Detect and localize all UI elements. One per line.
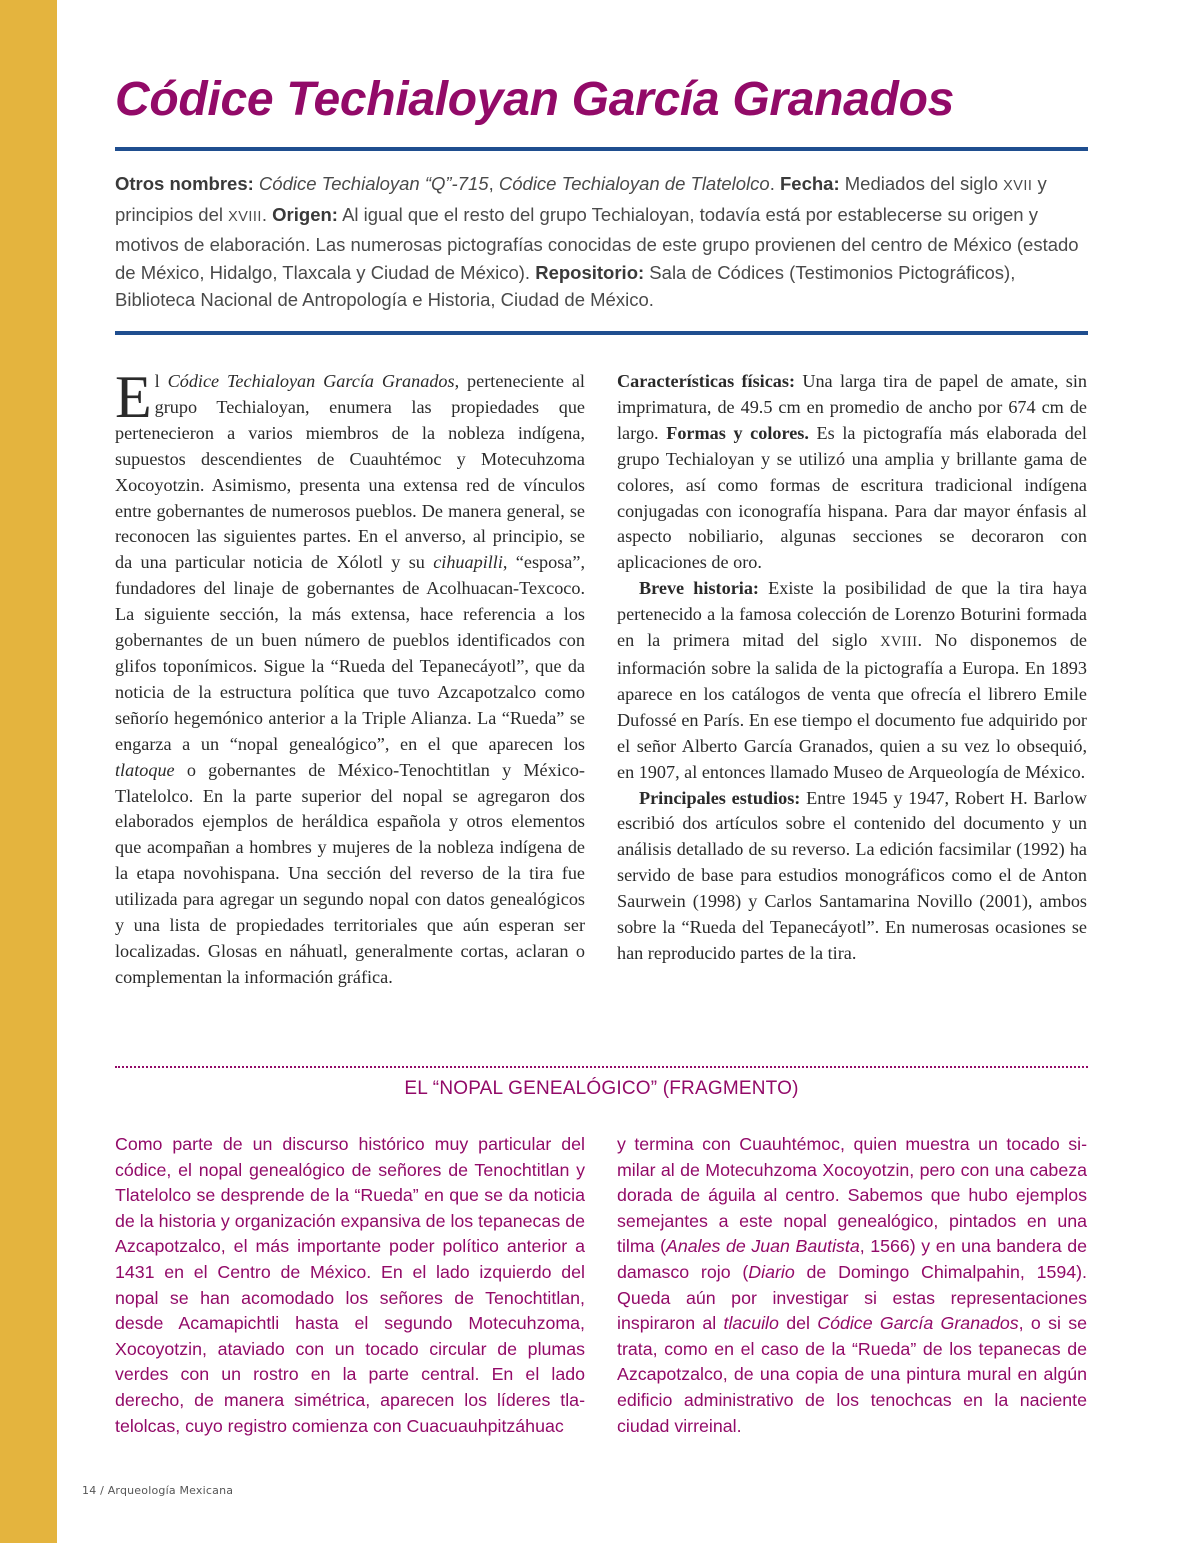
page-title: Códice Techialoyan García Granados: [115, 73, 954, 126]
caption-paragraph: Como parte de un discurso histórico muy particular del códice, el nopal genealógico de señores de Tenochtitlan y Tlatelolco se desprende de la “Rueda” en que se da noticia de la historia y organización expansiva de los tepanecas de Azcapotzalco, el más importante poder político anterior a 1431 en el Centro de México. En el lado izquierdo del nopal se han acomodado los señores de Tenochtitlan, desde Acamapichtli hasta el segundo Motecuhzoma, Xocoyotzin, ataviado con un tocado circular de plumas verdes con un rostro en la parte central. En el lado derecho, de manera simétrica, aparecen los líderes tlatelolcas, cuyo registro comienza con Cuacuauhpitzáhuac: [115, 1134, 585, 1436]
body-column-right: [617, 369, 1087, 967]
fecha-label: Fecha:: [779, 173, 840, 194]
term-cihuapilli: cihuapilli: [433, 552, 503, 573]
forms-label: Formas y colores.: [666, 422, 809, 443]
gold-side-bar: [0, 0, 57, 1543]
body-text: . No disponemos de información sobre la salida de la pictografía a Europa. En 1893 aparece en los catálogos de venta que ofrecía el librero Emile Dufossé en París. En ese tiempo el documento fue adquirido por el señor Alberto García Granados, quien a su vez lo obsequió, en 1907, al entonces llamado Museo de Arqueología de México.: [617, 630, 1087, 782]
repositorio-text: Sala de Códices (Testimonios Pictográficos), Biblioteca Nacional de Antropología e Historia, Ciudad de México.: [115, 261, 1016, 311]
caption-column-left: [115, 1132, 585, 1439]
codex-name: Códice Techialoyan García Granados: [167, 371, 455, 391]
otros-name-2: Códice Techialoyan de Tlatelolco: [498, 173, 770, 194]
repositorio-label: Repositorio:: [535, 261, 645, 283]
metadata-block: [115, 170, 1088, 314]
caption-text: , 1566) y en una bandera de damasco rojo (: [617, 1236, 1087, 1282]
separator: .: [769, 173, 780, 194]
caption-text: , o si se trata, como en el caso de la “Rueda” de los tepanecas de Azcapotzalco, de una copia de una pintura mural en algún edificio administrativo de los tenochcas en la naciente ciudad virreinal.: [617, 1313, 1087, 1436]
caption-column-right: [617, 1132, 1087, 1439]
caption-text: y termina con Cuauhtémoc, quien muestra un tocado similar al de Motecuhzoma Xocoyotzin, pero con una cabeza dorada de águila al centro. Sabemos que hubo ejemplos semejantes a este nopal genealógico, pintados en una tilma (: [617, 1134, 1087, 1257]
caption-text: de Domingo Chimalpahin, 1594). Queda aún por investigar si estas representaciones inspiraron al: [617, 1261, 1087, 1334]
century-18: XVIII: [228, 208, 262, 225]
body-column-left: [115, 364, 585, 991]
fecha-text: y principios del: [115, 173, 1047, 225]
origen-text: Al igual que el resto del grupo Techialoyan, todavía está por establecerse su origen y motivos de elaboración. Las numerosas pictografías conocidas de este grupo provienen del centro de México (estado de México, Hidalgo, Tlaxcala y Ciudad de México).: [115, 203, 1079, 283]
caption-paragraph: [617, 1132, 1087, 1439]
body-text: Existe la posibilidad de que la tira haya pertenecido a la famosa colección de Lorenzo Boturini formada en la primera mitad del siglo: [617, 578, 1087, 651]
studies-label: Principales estudios:: [639, 787, 801, 808]
body-text: Una larga tira de papel de amate, sin imprimatura, de 49.5 cm en promedio de ancho por 674 cm de largo.: [617, 371, 1087, 443]
fecha-text: Mediados del siglo: [839, 173, 1004, 194]
history-paragraph: [617, 576, 1087, 785]
body-text: o gobernantes de México-Tenochtitlan y México-Tlatelolco. En la parte superior del nopal se agregaron dos elaborados ejemplos de heráldica española y otros elementos que acompañan a hombres y mujeres de la nobleza indígena de la etapa novohispana. Una sección del reverso de la tira fue utilizada para agregar un segundo nopal con datos genealógicos y una lista de propiedades territoriales que aún esperan ser localizadas. Glosas en náhuatl, generalmente cortas, aclaran o complementan la información gráfica.: [115, 759, 585, 987]
fecha-text: .: [261, 203, 273, 225]
body-text: Es la pictografía más elaborada del grupo Techialoyan y se utilizó una amplia y brillante gama de colores, así como formas de escritura tradicional indígena conjugadas con iconografía hispana. Para dar mayor énfasis al aspecto nobiliario, algunas secciones se decoraron con aplicaciones de oro.: [617, 422, 1087, 573]
studies-paragraph: [617, 786, 1087, 967]
body-text: l: [154, 371, 168, 391]
separator: ,: [488, 173, 499, 194]
section-title: EL “NOPAL GENEALÓGICO” (FRAGMENTO): [404, 1078, 799, 1099]
otros-name-1: Códice Techialoyan “Q”-715: [258, 173, 489, 194]
term-tlatoque: tlatoque: [115, 759, 175, 780]
century-17: XVII: [1003, 178, 1033, 194]
codex-short-name: Códice García Granados: [817, 1313, 1019, 1334]
century-18: XVIII: [880, 634, 918, 651]
section-divider: [115, 1066, 1088, 1068]
otros-label: Otros nombres:: [115, 173, 254, 194]
body-text: , “esposa”, fundadores del linaje de gobernantes de Acolhuacan-Texcoco. La siguiente sección, la más extensa, hace referencia a los gobernantes de un buen número de pueblos identificados con glifos toponímicos. Sigue la “Rueda del Tepanecáyotl”, que da noticia de la estructura política que tuvo Azcapotzalco como señorío hegemónico anterior a la Triple Alianza. La “Rueda” se engarza a un “nopal genealógico”, en el que aparecen los: [115, 552, 585, 754]
origen-label: Origen:: [272, 203, 338, 225]
history-label: Breve historia:: [639, 578, 759, 599]
title-divider: [115, 147, 1088, 151]
drop-cap: E: [115, 364, 152, 430]
caption-text: del: [778, 1313, 818, 1334]
body-text: Entre 1945 y 1947, Robert H. Barlow escribió dos artículos sobre el contenido del documento y un análisis detallado de su reverso. La edición facsimilar (1992) ha servido de base para estudios monográficos como el de Anton Saurwein (1998) y Carlos Santamarina Novillo (2001), ambos sobre la “Rueda del Tepanecáyotl”. En numerosas ocasiones se han reproducido partes de la tira.: [617, 787, 1087, 963]
source-anales: Anales de Juan Bautista: [666, 1236, 860, 1257]
term-tlacuilo: tlacuilo: [723, 1313, 779, 1334]
source-diario: Diario: [748, 1261, 795, 1282]
metadata-divider: [115, 331, 1088, 335]
body-text: , perteneciente al grupo Techialoyan, enumera las propiedades que pertenecieron a varios miembros de la nobleza indígena, supuestos descendientes de Cuauhtémoc y Motecuhzoma Xocoyotzin. Asimismo, presenta una extensa red de vínculos entre gobernantes de numerosos pueblos. De manera general, se reconocen las siguientes partes. En el anverso, al principio, se da una particular noticia de Xólotl y su: [115, 371, 585, 573]
intro-paragraph: [115, 364, 585, 991]
page-footer: 14 / Arqueología Mexicana: [82, 1484, 234, 1497]
physical-paragraph: [617, 369, 1087, 576]
physical-label: Características físicas:: [617, 371, 796, 391]
